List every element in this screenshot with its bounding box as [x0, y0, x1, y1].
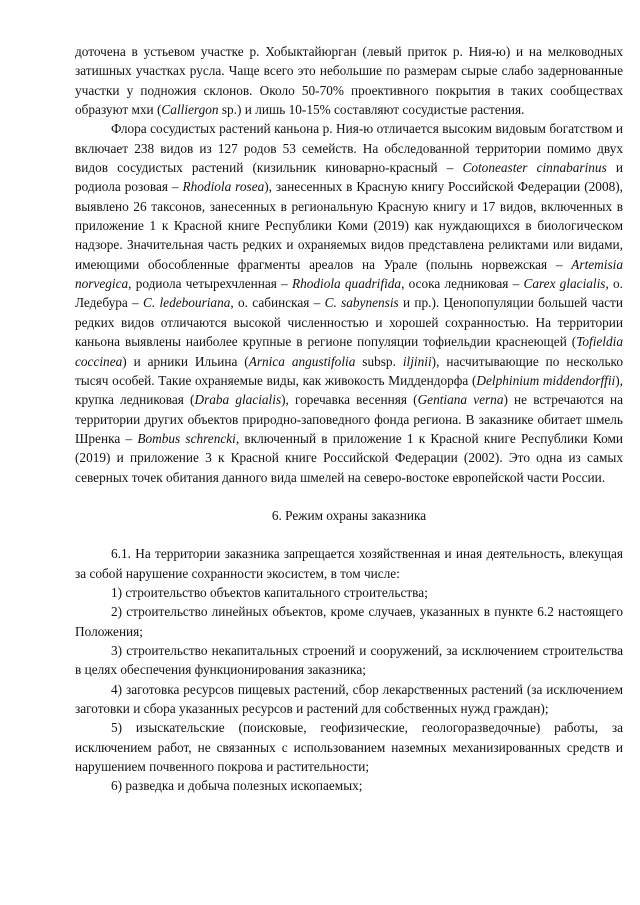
- italic-text-run: Draba glacialis: [194, 392, 282, 408]
- text-run: и пр.). Ценопопуляции большей части редких видов отличаются высокой численностью и хорошей сохранностью. На территории каньона выявлены наиболее крупные в регионе популяции тофиельдии краснеющей (: [75, 295, 623, 350]
- paragraph-p6: [75, 641, 623, 680]
- section-heading: 6. Режим охраны заказника: [271, 507, 427, 523]
- text-run: 5) изыскательские (поисковые, геофизические, геологоразведочные) работы, за исключением работ, не связанных с использованием наземных механизированных средств и нарушением почвенного покрова и растительности;: [75, 720, 623, 775]
- italic-text-run: Delphinium middendorffii: [476, 372, 616, 388]
- italic-text-run: Rhodiola quadrifida: [291, 276, 402, 292]
- paragraph-p4: [75, 583, 623, 602]
- text-run: ) и арники Ильина (: [122, 353, 249, 369]
- italic-text-run: Arnica angustifolia: [248, 353, 356, 369]
- paragraph-p8: [75, 718, 623, 776]
- italic-text-run: Artemisia norvegica: [75, 256, 623, 292]
- text-run: 6.1. На территории заказника запрещается хозяйственная и иная деятельность, влекущая за собой нарушение сохранности экосистем, в том числе:: [75, 546, 623, 581]
- paragraph-p5: [75, 602, 623, 641]
- italic-text-run: Gentiana verna: [417, 392, 504, 408]
- italic-text-run: iljinii: [402, 353, 432, 369]
- text-run: 1) строительство объектов капитального строительства;: [111, 584, 428, 600]
- italic-text-run: Cotoneaster cinnabarinus: [462, 160, 607, 176]
- spacer: [75, 487, 623, 506]
- paragraph-p3: [75, 544, 623, 583]
- italic-text-run: C. sabynensis: [324, 295, 399, 311]
- text-run: 6) разведка и добыча полезных ископаемых;: [111, 778, 363, 794]
- text-run: , родиола четырехчленная –: [128, 276, 292, 292]
- italic-text-run: C. ledebouriana: [143, 295, 231, 311]
- text-run: ) не встречаются на территории других объектов природно-заповедного фонда региона. В заказнике обитает шмель Шренка –: [75, 392, 623, 446]
- text-run: , осока ледниковая –: [401, 276, 524, 292]
- text-run: 2) строительство линейных объектов, кроме случаев, указанных в пункте 6.2 настоящего Положения;: [75, 604, 623, 639]
- text-run: , о. Ледебура –: [75, 276, 623, 311]
- text-run: 4) заготовка ресурсов пищевых растений, сбор лекарственных растений (за исключением заготовки и сбора указанных ресурсов и растений для собственных нужд граждан);: [75, 681, 623, 716]
- text-run: 3) строительство некапитальных строений и сооружений, за исключением строительства в целях обеспечения функционирования заказника;: [75, 642, 623, 678]
- italic-text-run: Carex glacialis: [523, 276, 606, 292]
- paragraph-p9: [75, 776, 623, 795]
- text-run: доточена в устьевом участке р. Хобыктайюрган (левый приток р. Ния-ю) и на мелководных затишных участках русла. Чаще всего это небольшие по размерам сырые слабо задернованные участки у подножия склонов. Около 50-70% проективного покрытия в таких сообществах образуют мхи (: [75, 44, 623, 118]
- paragraph-p7: [75, 680, 623, 719]
- italic-text-run: Calliergon: [161, 102, 219, 118]
- text-run: sp.) и лишь 10-15% составляют сосудистые растения.: [218, 102, 525, 118]
- text-run: ), насчитывающие по несколько тысяч особей. Такие охраняемые виды, как живокость Миддендорфа (: [75, 353, 623, 388]
- text-run: subsp.: [355, 353, 403, 369]
- text-run: Флора сосудистых растений каньона р. Ния-ю отличается высоким видовым богатством и включает 238 видов из 127 родов 53 семейств. На обследованной территории помимо двух видов сосудистых растений (кизильник киноварно-красный –: [75, 121, 623, 176]
- text-run: и родиола розовая –: [75, 160, 623, 195]
- body-text-top: [75, 42, 623, 487]
- italic-text-run: Rhodiola rosea: [182, 179, 265, 195]
- text-run: ), крупка ледниковая (: [75, 372, 623, 408]
- paragraph-p2: [75, 119, 623, 487]
- body-text-bottom: [75, 544, 623, 795]
- text-run: , включенный в приложение 1 к Красной книге Республики Коми (2019) и приложение 3 к Красной книге Российской Федерации (2002). Это одна из самых северных точек обитания данного вида шмелей на северо-востоке европейской части России.: [75, 430, 624, 485]
- spacer: [75, 525, 623, 544]
- document-page: [75, 42, 623, 796]
- text-run: ), горечавка весенняя (: [281, 392, 418, 408]
- italic-text-run: Tofieldia coccinea: [75, 334, 623, 369]
- italic-text-run: Bombus schrencki: [137, 430, 236, 446]
- text-run: , о. сабинская –: [230, 295, 325, 311]
- paragraph-p1: [75, 42, 623, 119]
- text-run: ), занесенных в Красную книгу Российской Федерации (2008), выявлено 26 таксонов, занесенных в региональную Красную книгу и 17 видов, включенных в приложение 1 к Красной книге Республики Коми (2019) как нуждающихся в биологическом надзоре. Значительная часть редких и охраняемых видов представлена реликтами или видами, имеющими обособленные фрагменты ареалов на Урале (полынь норвежская –: [75, 179, 624, 272]
